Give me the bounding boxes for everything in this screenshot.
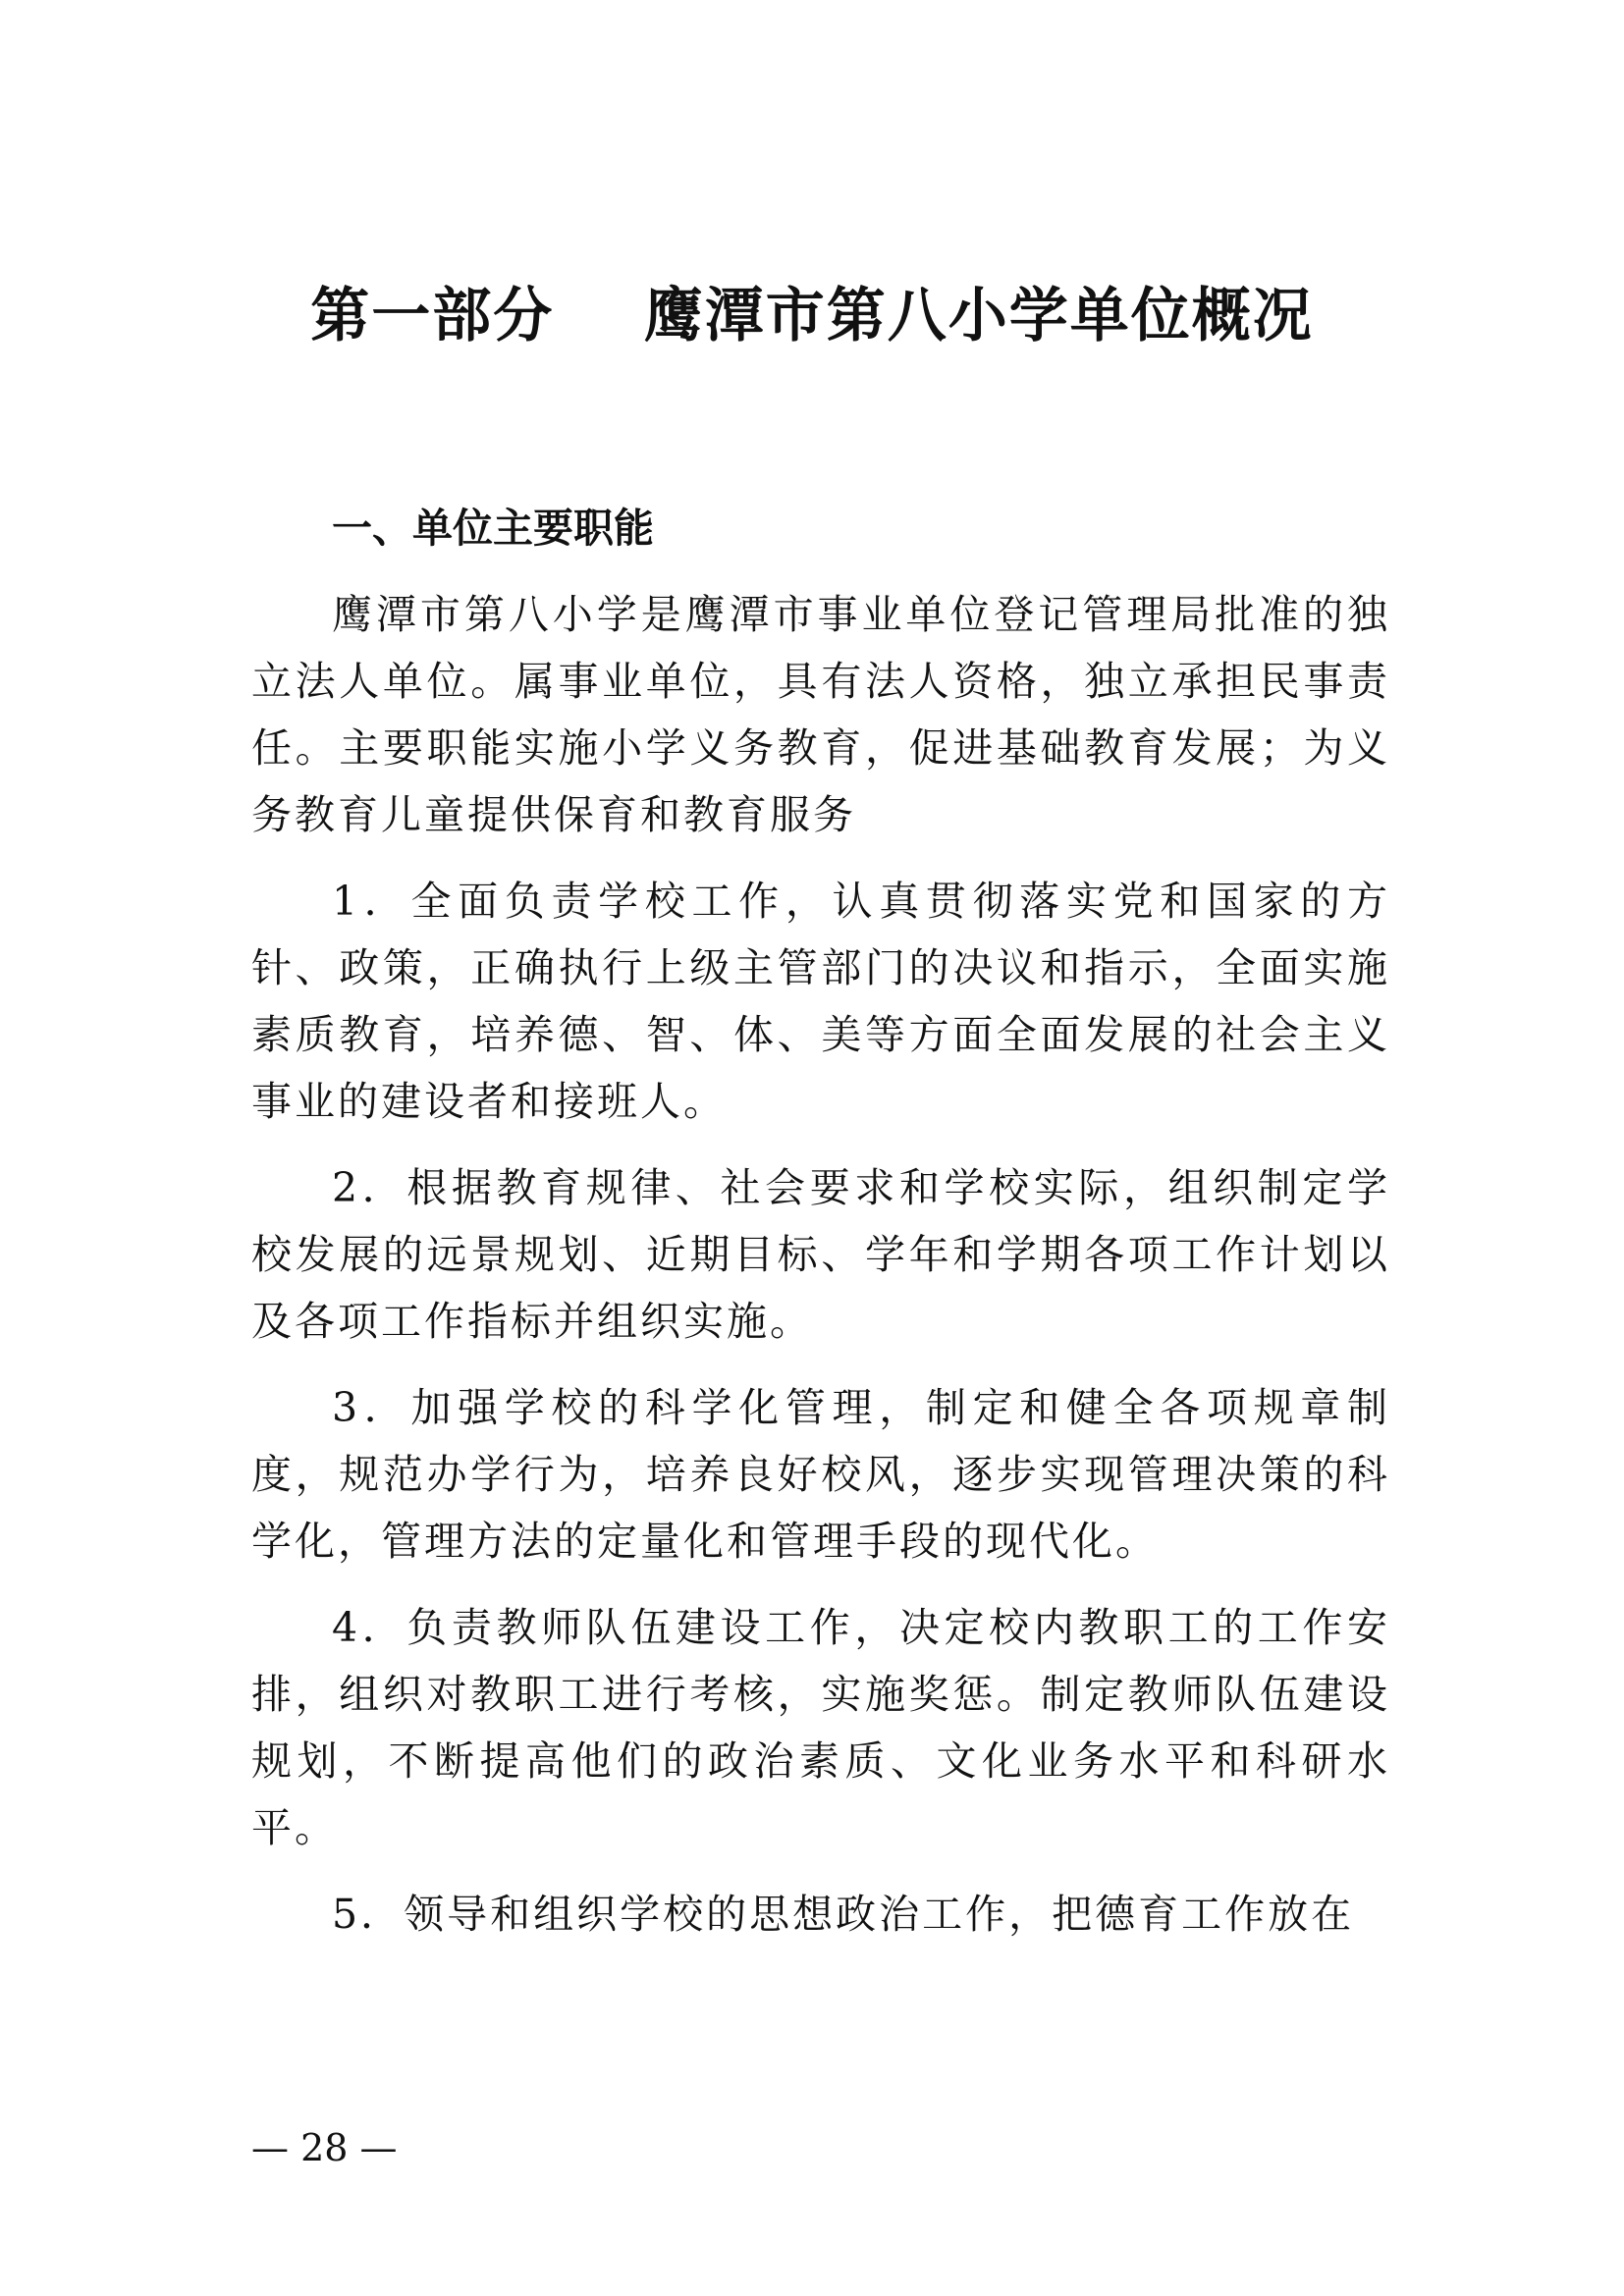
paragraph-item-3: 3．加强学校的科学化管理，制定和健全各项规章制度，规范办学行为，培养良好校风，逐步实现管理决策的科学化，管理方法的定量化和管理手段的现代化。 (251, 1384, 1390, 1565)
document-body (251, 495, 1390, 1967)
paragraph-item-1: 1．全面负责学校工作，认真贯彻落实党和国家的方针、政策，正确执行上级主管部门的决议和指示，全面实施素质教育，培养德、智、体、美等方面全面发展的社会主义事业的建设者和接班人。 (251, 878, 1390, 1125)
paragraph-item-5: 5．领导和组织学校的思想政治工作，把德育工作放在 (332, 1891, 1355, 1938)
section-heading: 一、单位主要职能 (332, 505, 654, 552)
paragraph-intro: 鹰潭市第八小学是鹰潭市事业单位登记管理局批准的独立法人单位。属事业单位，具有法人资格，独立承担民事责任。主要职能实施小学义务教育，促进基础教育发展；为义务教育儿童提供保育和教育服务 (251, 591, 1390, 838)
document-title: 第一部分 鹰潭市第八小学单位概况 (310, 282, 1314, 350)
paragraph-item-4: 4．负责教师队伍建设工作，决定校内教职工的工作安排，组织对教职工进行考核，实施奖惩。制定教师队伍建设规划，不断提高他们的政治素质、文化业务水平和科研水平。 (251, 1604, 1390, 1851)
page-number: — 28 — (251, 2126, 398, 2169)
paragraph-item-2: 2．根据教育规律、社会要求和学校实际，组织制定学校发展的远景规划、近期目标、学年和学期各项工作计划以及各项工作指标并组织实施。 (251, 1164, 1390, 1345)
